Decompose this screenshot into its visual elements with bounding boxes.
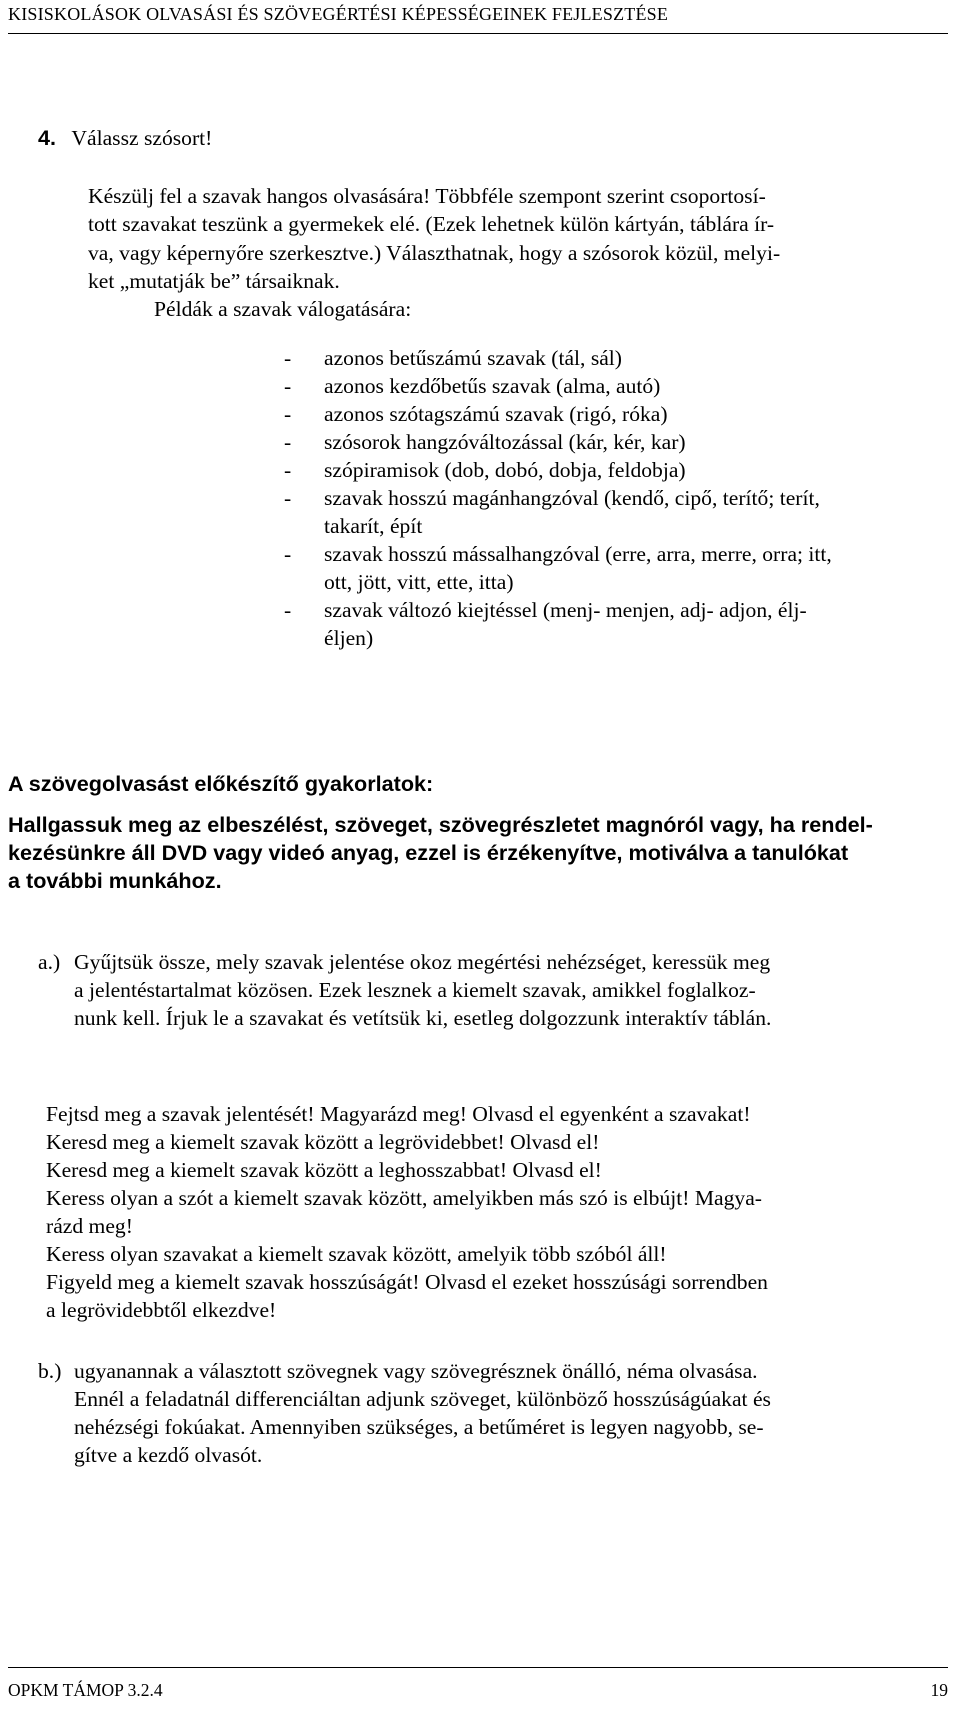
list-item: azonos kezdőbetűs szavak (alma, autó)	[324, 374, 661, 398]
part-b-line: Ennél a feladatnál differenciáltan adjunk szöveget, különböző hosszúságúakat és	[74, 1387, 771, 1411]
intro-line: Készülj fel a szavak hangos olvasására! Többféle szempont szerint csoportosí-	[88, 184, 766, 208]
prep-heading: A szövegolvasást előkészítő gyakorlatok:	[8, 771, 434, 796]
prep-line: a további munkához.	[8, 868, 222, 893]
list-dash: -	[284, 486, 292, 510]
list-dash: -	[284, 346, 292, 370]
footer-rule	[8, 1667, 948, 1668]
list-item: ott, jött, vitt, ette, itta)	[324, 570, 514, 594]
prep-line: kezésünkre áll DVD vagy videó anyag, ezzel is érzékenyítve, motiválva a tanulókat	[8, 840, 849, 865]
task-line: rázd meg!	[46, 1214, 133, 1238]
list-item: szavak változó kiejtéssel (menj- menjen, adj- adjon, élj-	[324, 598, 807, 622]
header-title: KISISKOLÁSOK OLVASÁSI ÉS SZÖVEGÉRTÉSI KÉPESSÉGEINEK FEJLESZTÉSE	[8, 4, 669, 24]
part-b-line: ugyanannak a választott szövegnek vagy szövegrésznek önálló, néma olvasása.	[74, 1359, 758, 1383]
list-dash: -	[284, 598, 292, 622]
prep-line: Hallgassuk meg az elbeszélést, szöveget, szövegrészletet magnóról vagy, ha rendel-	[8, 812, 873, 837]
list-item: takarít, épít	[324, 514, 423, 538]
list-dash: -	[284, 542, 292, 566]
section-number: 4.	[38, 125, 57, 150]
section-title: Válassz szósort!	[71, 126, 213, 150]
list-item: éljen)	[324, 626, 374, 650]
list-item: azonos betűszámú szavak (tál, sál)	[324, 346, 623, 370]
list-item: szósorok hangzóváltozással (kár, kér, kar)	[324, 430, 686, 454]
footer-left: OPKM TÁMOP 3.2.4	[8, 1680, 163, 1700]
part-a-line: nunk kell. Írjuk le a szavakat és vetítsük ki, esetleg dolgozzunk interaktív táblán.	[74, 1006, 772, 1030]
intro-line: tott szavakat teszünk a gyermekek elé. (Ezek lehetnek külön kártyán, táblára ír-	[88, 212, 775, 236]
part-a-line: Gyűjtsük össze, mely szavak jelentése okoz megértési nehézséget, keressük meg	[74, 950, 771, 974]
list-dash: -	[284, 402, 292, 426]
task-line: Fejtsd meg a szavak jelentését! Magyarázd meg! Olvasd el egyenként a szavakat!	[46, 1102, 751, 1126]
list-dash: -	[284, 430, 292, 454]
examples-label: Példák a szavak válogatására:	[154, 297, 412, 321]
list-item: szópiramisok (dob, dobó, dobja, feldobja)	[324, 458, 686, 482]
running-header	[8, 4, 668, 25]
task-line: Keress olyan a szót a kiemelt szavak között, amelyikben más szó is elbújt! Magya-	[46, 1186, 762, 1210]
list-item: szavak hosszú magánhangzóval (kendő, cipő, terítő; terít,	[324, 486, 820, 510]
list-dash: -	[284, 458, 292, 482]
list-dash: -	[284, 374, 292, 398]
task-line: Keresd meg a kiemelt szavak között a leghosszabbat! Olvasd el!	[46, 1158, 602, 1182]
part-b-line: nehézségi fokúakat. Amennyiben szükséges, a betűméret is legyen nagyobb, se-	[74, 1415, 764, 1439]
part-b-label: b.)	[38, 1359, 62, 1383]
part-b-line: gítve a kezdő olvasót.	[74, 1443, 263, 1467]
task-line: Keress olyan szavakat a kiemelt szavak között, amelyik több szóból áll!	[46, 1242, 667, 1266]
header-rule	[8, 33, 948, 34]
part-a-line: a jelentéstartalmat közösen. Ezek lesznek a kiemelt szavak, amikkel foglalkoz-	[74, 978, 756, 1002]
task-line: Keresd meg a kiemelt szavak között a legrövidebbet! Olvasd el!	[46, 1130, 600, 1154]
part-a-label: a.)	[38, 950, 61, 974]
task-line: a legrövidebbtől elkezdve!	[46, 1298, 277, 1322]
intro-line: va, vagy képernyőre szerkesztve.) Választhatnak, hogy a szósorok közül, melyi-	[88, 241, 781, 265]
task-line: Figyeld meg a kiemelt szavak hosszúságát! Olvasd el ezeket hosszúsági sorrendben	[46, 1270, 768, 1294]
list-item: szavak hosszú mássalhangzóval (erre, arra, merre, orra; itt,	[324, 542, 832, 566]
page-number: 19	[930, 1680, 948, 1700]
list-item: azonos szótagszámú szavak (rigó, róka)	[324, 402, 668, 426]
intro-line: ket „mutatják be” társaiknak.	[88, 269, 340, 293]
section-heading	[38, 125, 212, 151]
